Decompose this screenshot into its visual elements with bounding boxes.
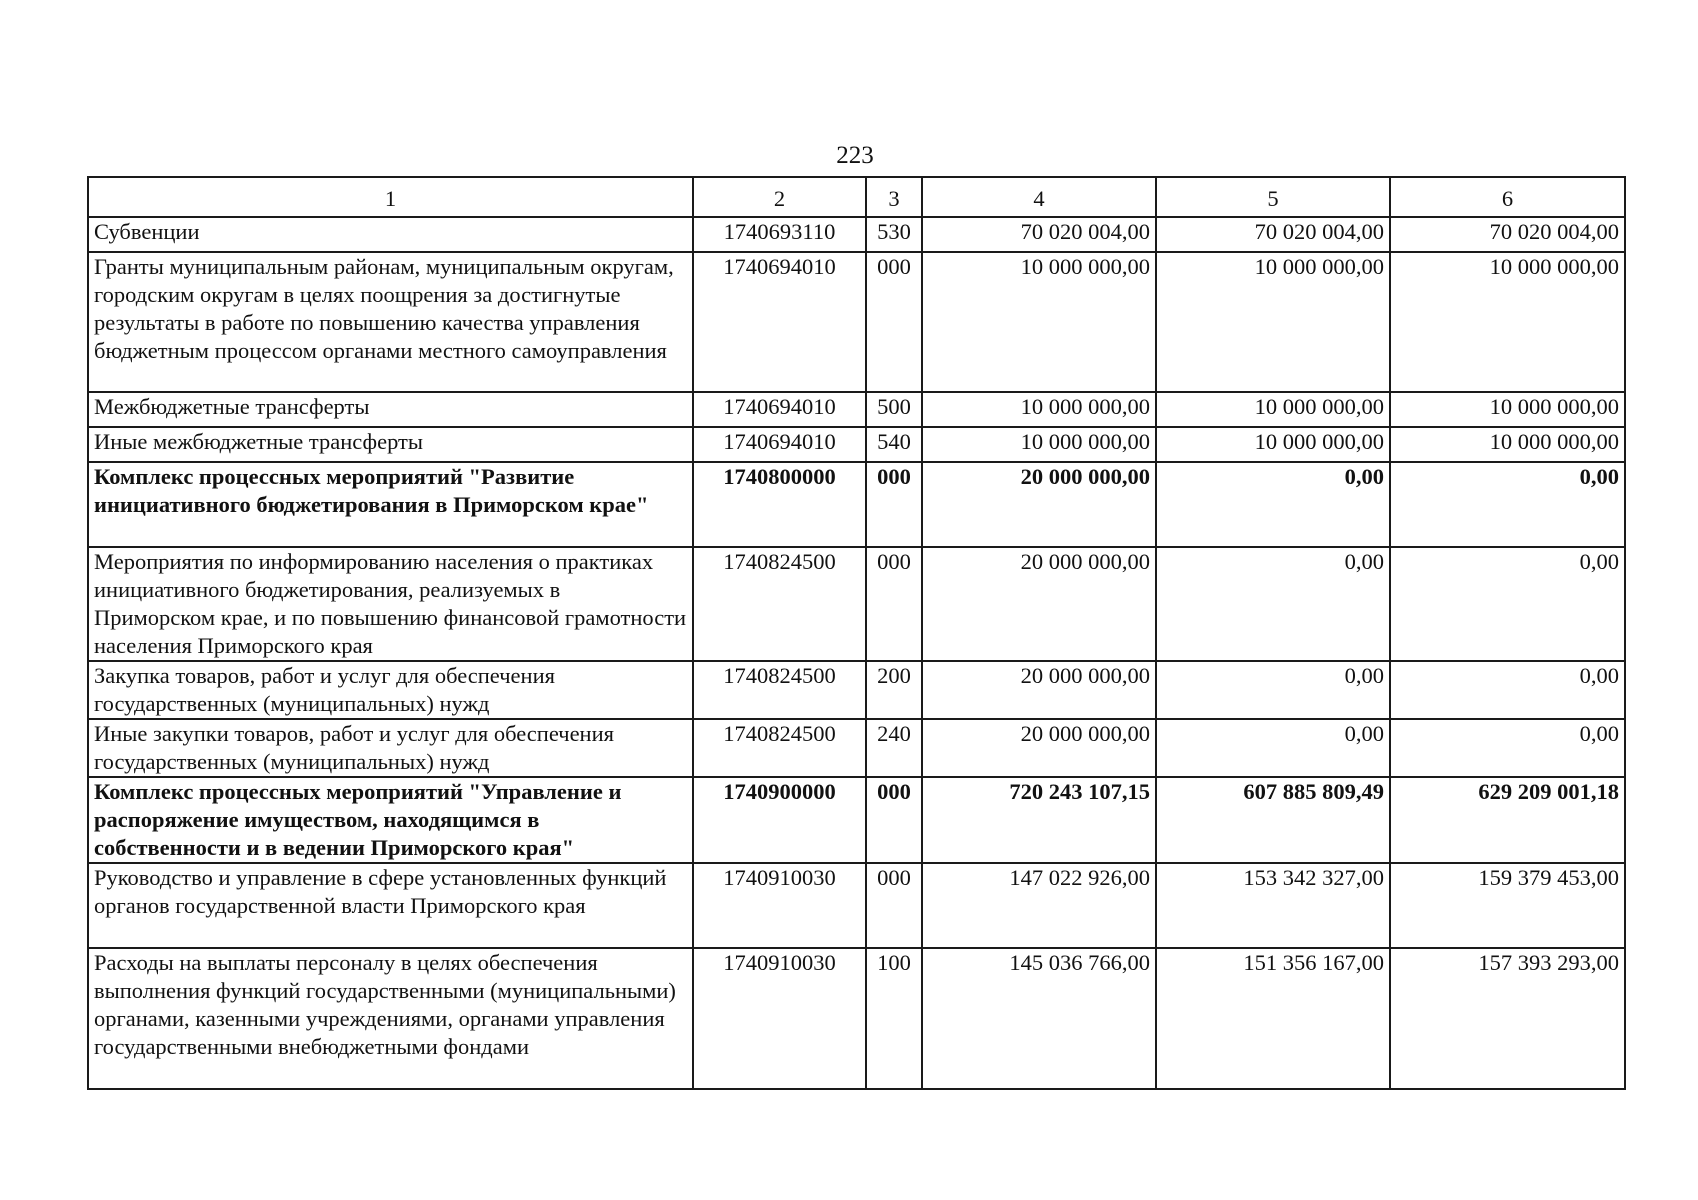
row-amount-col5: 607 885 809,49 (1156, 777, 1390, 863)
row-amount-col5: 0,00 (1156, 547, 1390, 661)
row-code: 1740824500 (693, 547, 866, 661)
table-row (88, 392, 1625, 427)
header-cell-5: 5 (1156, 177, 1390, 217)
row-expense-type: 500 (866, 392, 922, 427)
row-expense-type: 100 (866, 948, 922, 1089)
row-amount-col4: 147 022 926,00 (922, 863, 1156, 948)
row-amount-col6: 10 000 000,00 (1390, 392, 1625, 427)
row-expense-type: 000 (866, 462, 922, 547)
row-amount-col5: 0,00 (1156, 719, 1390, 777)
row-amount-col4: 70 020 004,00 (922, 217, 1156, 252)
row-expense-type: 000 (866, 547, 922, 661)
row-expense-type: 240 (866, 719, 922, 777)
row-name: Иные закупки товаров, работ и услуг для обеспечения государственных (муниципальных) нужд (88, 719, 693, 777)
header-cell-2: 2 (693, 177, 866, 217)
row-code: 1740694010 (693, 427, 866, 462)
row-amount-col6: 10 000 000,00 (1390, 252, 1625, 392)
row-code: 1740694010 (693, 252, 866, 392)
row-code: 1740824500 (693, 719, 866, 777)
table-row (88, 252, 1625, 392)
row-amount-col6: 70 020 004,00 (1390, 217, 1625, 252)
row-name: Комплекс процессных мероприятий "Управление и распоряжение имуществом, находящимся в собственности и в ведении Приморского края" (88, 777, 693, 863)
row-amount-col5: 10 000 000,00 (1156, 392, 1390, 427)
row-amount-col4: 20 000 000,00 (922, 547, 1156, 661)
row-expense-type: 540 (866, 427, 922, 462)
row-amount-col5: 70 020 004,00 (1156, 217, 1390, 252)
row-name: Руководство и управление в сфере установленных функций органов государственной власти Приморского края (88, 863, 693, 948)
header-cell-4: 4 (922, 177, 1156, 217)
row-name: Расходы на выплаты персоналу в целях обеспечения выполнения функций государственными (муниципальными) органами, казенными учреждениями, органами управления государственными внебюджетными фондами (88, 948, 693, 1089)
row-code: 1740900000 (693, 777, 866, 863)
row-expense-type: 200 (866, 661, 922, 719)
table-row (88, 863, 1625, 948)
table-row (88, 948, 1625, 1089)
row-name: Субвенции (88, 217, 693, 252)
row-amount-col6: 157 393 293,00 (1390, 948, 1625, 1089)
row-code: 1740824500 (693, 661, 866, 719)
row-amount-col4: 20 000 000,00 (922, 719, 1156, 777)
table-row (88, 462, 1625, 547)
table-row (88, 427, 1625, 462)
row-name: Гранты муниципальным районам, муниципальным округам, городским округам в целях поощрения за достигнутые результаты в работе по повышению качества управления бюджетным процессом органами местного самоуправления (88, 252, 693, 392)
row-amount-col5: 0,00 (1156, 661, 1390, 719)
row-expense-type: 000 (866, 863, 922, 948)
row-amount-col6: 629 209 001,18 (1390, 777, 1625, 863)
row-amount-col5: 10 000 000,00 (1156, 427, 1390, 462)
row-code: 1740910030 (693, 863, 866, 948)
row-amount-col4: 10 000 000,00 (922, 427, 1156, 462)
table-row (88, 719, 1625, 777)
row-amount-col4: 145 036 766,00 (922, 948, 1156, 1089)
header-cell-3: 3 (866, 177, 922, 217)
row-name: Межбюджетные трансферты (88, 392, 693, 427)
row-name: Комплекс процессных мероприятий "Развитие инициативного бюджетирования в Приморском крае" (88, 462, 693, 547)
row-amount-col5: 153 342 327,00 (1156, 863, 1390, 948)
row-amount-col6: 10 000 000,00 (1390, 427, 1625, 462)
row-name: Закупка товаров, работ и услуг для обеспечения государственных (муниципальных) нужд (88, 661, 693, 719)
row-code: 1740800000 (693, 462, 866, 547)
row-amount-col6: 0,00 (1390, 547, 1625, 661)
row-amount-col4: 720 243 107,15 (922, 777, 1156, 863)
row-name: Иные межбюджетные трансферты (88, 427, 693, 462)
table-row (88, 547, 1625, 661)
page-number: 223 (836, 142, 874, 169)
row-code: 1740694010 (693, 392, 866, 427)
row-amount-col6: 0,00 (1390, 462, 1625, 547)
row-code: 1740693110 (693, 217, 866, 252)
row-amount-col4: 10 000 000,00 (922, 252, 1156, 392)
header-cell-1: 1 (88, 177, 693, 217)
row-code: 1740910030 (693, 948, 866, 1089)
row-expense-type: 530 (866, 217, 922, 252)
header-cell-6: 6 (1390, 177, 1625, 217)
budget-table (87, 176, 1626, 1090)
row-amount-col6: 0,00 (1390, 719, 1625, 777)
row-amount-col5: 151 356 167,00 (1156, 948, 1390, 1089)
table-row (88, 217, 1625, 252)
row-expense-type: 000 (866, 777, 922, 863)
row-amount-col6: 0,00 (1390, 661, 1625, 719)
header-row (88, 177, 1625, 217)
table-row (88, 777, 1625, 863)
row-amount-col5: 0,00 (1156, 462, 1390, 547)
row-amount-col6: 159 379 453,00 (1390, 863, 1625, 948)
row-amount-col4: 20 000 000,00 (922, 462, 1156, 547)
row-amount-col4: 10 000 000,00 (922, 392, 1156, 427)
row-amount-col4: 20 000 000,00 (922, 661, 1156, 719)
row-name: Мероприятия по информированию населения о практиках инициативного бюджетирования, реализуемых в Приморском крае, и по повышению финансовой грамотности населения Приморского края (88, 547, 693, 661)
row-expense-type: 000 (866, 252, 922, 392)
table-row (88, 661, 1625, 719)
row-amount-col5: 10 000 000,00 (1156, 252, 1390, 392)
